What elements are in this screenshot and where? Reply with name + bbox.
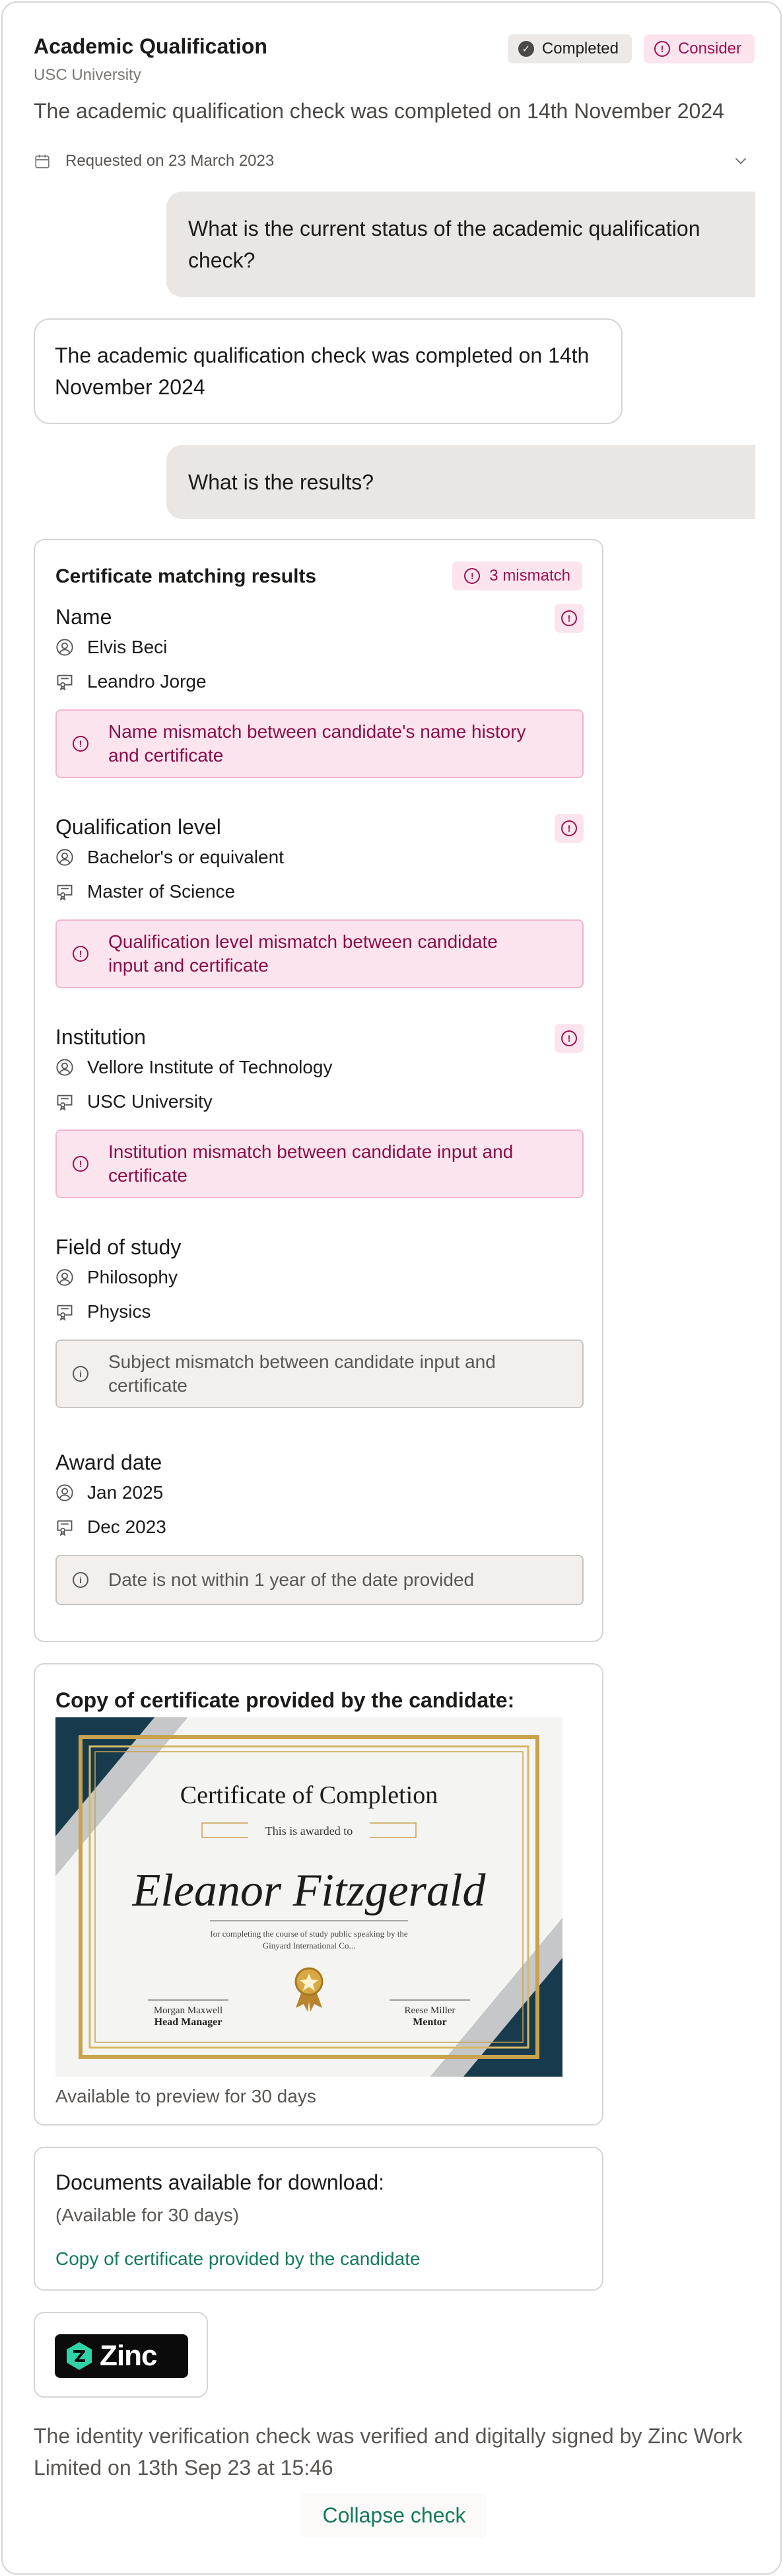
user-icon (55, 638, 74, 657)
certificate-preview-image[interactable] (55, 1717, 562, 2077)
candidate-value: Jan 2025 (87, 1482, 164, 1503)
match-section-award-date (55, 1449, 584, 1608)
candidate-value-row (55, 1482, 163, 1503)
check-panel (1, 1, 782, 2575)
certificate-icon (55, 882, 74, 901)
alert-icon: ! (555, 814, 584, 843)
user-icon (55, 1484, 74, 1502)
candidate-value: Elvis Beci (87, 637, 168, 657)
documents-availability: (Available for 30 days) (55, 2205, 240, 2225)
status-badges (508, 34, 755, 63)
alert-icon: ! (73, 1156, 88, 1172)
certificate-image-line1: for completing the course of study public speaking by the (210, 1929, 408, 1939)
certificate-copy-heading: Copy of certificate provided by the candidate: (55, 1688, 515, 1712)
alert-icon: ! (555, 1024, 584, 1053)
alert-icon: ! (654, 41, 670, 57)
user-icon (55, 1268, 74, 1287)
certificate-icon (55, 672, 74, 691)
certificate-copy-card (34, 1663, 603, 2126)
section-title: Name (55, 605, 112, 629)
info-alert (55, 1555, 584, 1605)
check-summary: The academic qualification check was completed on 14th November 2024 (34, 99, 724, 123)
certificate-icon (55, 1303, 74, 1321)
match-section-qualification-level (55, 814, 584, 985)
assistant-answer-text: The academic qualification check was completed on 14th November 2024 (55, 343, 590, 399)
certificate-matching-card (34, 539, 603, 1642)
user-question-text: What is the current status of the academic qualification check? (188, 217, 700, 272)
certificate-icon (55, 1092, 74, 1111)
calendar-icon (34, 153, 51, 170)
candidate-value-row (55, 1057, 333, 1078)
certificate-image-name: Eleanor Fitzgerald (132, 1865, 486, 1916)
zinc-logo-text: Zinc (100, 2340, 157, 2372)
requested-row[interactable] (34, 148, 755, 174)
user-icon (55, 1058, 74, 1077)
match-section-field-of-study (55, 1234, 584, 1406)
candidate-value: Bachelor's or equivalent (87, 847, 284, 867)
check-subtitle: USC University (34, 66, 141, 84)
certificate-value-row (55, 881, 235, 902)
brand-logo-card (34, 2312, 208, 2398)
user-question-bubble (166, 192, 755, 297)
certificate-image-awarded: This is awarded to (265, 1824, 353, 1838)
preview-availability-note: Available to preview for 30 days (55, 2086, 316, 2106)
user-question-bubble (166, 445, 755, 519)
info-icon: i (73, 1366, 88, 1382)
certificate-value: USC University (87, 1091, 213, 1112)
certificate-download-link[interactable]: Copy of certificate provided by the candidate (55, 2248, 421, 2269)
zinc-logo-icon (64, 2341, 94, 2371)
consider-badge-label: Consider (677, 40, 741, 57)
section-title: Qualification level (55, 815, 221, 839)
assistant-answer-bubble (34, 318, 623, 424)
matching-title: Certificate matching results (55, 565, 317, 587)
mismatch-alert (55, 919, 584, 988)
completed-badge-label: Completed (541, 40, 619, 57)
certificate-value: Master of Science (87, 881, 236, 902)
chevron-down-icon[interactable] (732, 152, 749, 169)
certificate-image-sig2-role: Mentor (413, 2017, 447, 2028)
certificate-image-sig1-role: Head Manager (154, 2017, 222, 2028)
match-section-name (55, 604, 584, 775)
match-section-institution (55, 1024, 584, 1196)
certificate-image-line2: Ginyard International Co... (262, 1941, 356, 1950)
certificate-value: Dec 2023 (87, 1517, 166, 1537)
certificate-value: Leandro Jorge (87, 671, 207, 692)
certificate-value-row (55, 671, 207, 692)
check-icon: ✓ (518, 41, 534, 57)
mismatch-count-label: 3 mismatch (489, 567, 570, 585)
certificate-value: Physics (87, 1301, 151, 1322)
alert-text: Subject mismatch between candidate input and certificate (108, 1351, 496, 1396)
mismatch-alert (55, 709, 584, 778)
certificate-image-sig1-name: Morgan Maxwell (153, 2005, 223, 2016)
collapse-check-button[interactable]: Collapse check (301, 2493, 487, 2538)
alert-icon: ! (73, 736, 88, 752)
alert-text: Qualification level mismatch between candidate input and certificate (108, 931, 498, 976)
certificate-image-title: Certificate of Completion (180, 1781, 438, 1809)
mismatch-count-badge (452, 561, 582, 590)
alert-icon: ! (464, 568, 480, 584)
section-title: Field of study (55, 1235, 182, 1259)
alert-icon: ! (555, 604, 584, 633)
certificate-value-row (55, 1517, 166, 1538)
check-title: Academic Qualification (34, 34, 267, 58)
alert-icon: ! (73, 946, 88, 962)
requested-date: Requested on 23 March 2023 (65, 152, 275, 170)
documents-title: Documents available for download: (55, 2170, 385, 2194)
mismatch-alert (55, 1129, 584, 1198)
candidate-value-row (55, 637, 167, 658)
certificate-value-row (55, 1091, 213, 1112)
section-title: Institution (55, 1025, 146, 1049)
alert-text: Institution mismatch between candidate input and certificate (108, 1141, 514, 1186)
section-title: Award date (55, 1450, 162, 1474)
user-icon (55, 848, 74, 867)
candidate-value: Vellore Institute of Technology (87, 1057, 333, 1077)
documents-card (34, 2147, 603, 2291)
certificate-icon (55, 1518, 74, 1536)
candidate-value: Philosophy (87, 1267, 178, 1287)
user-question-text: What is the results? (188, 470, 374, 494)
certificate-value-row (55, 1301, 151, 1322)
alert-text: Name mismatch between candidate's name history and certificate (108, 721, 526, 766)
info-alert (55, 1340, 584, 1408)
completed-badge (508, 34, 632, 63)
certificate-image-sig2-name: Reese Miller (404, 2005, 456, 2016)
verification-statement: The identity verification check was verified and digitally signed by Zinc Work Limited on 13th Sep 23 at 15:46 (34, 2424, 743, 2480)
candidate-value-row (55, 1267, 178, 1288)
info-icon: i (73, 1572, 88, 1588)
consider-badge (644, 34, 755, 63)
zinc-logo (55, 2334, 188, 2378)
candidate-value-row (55, 847, 284, 868)
alert-text: Date is not within 1 year of the date provided (108, 1569, 475, 1590)
